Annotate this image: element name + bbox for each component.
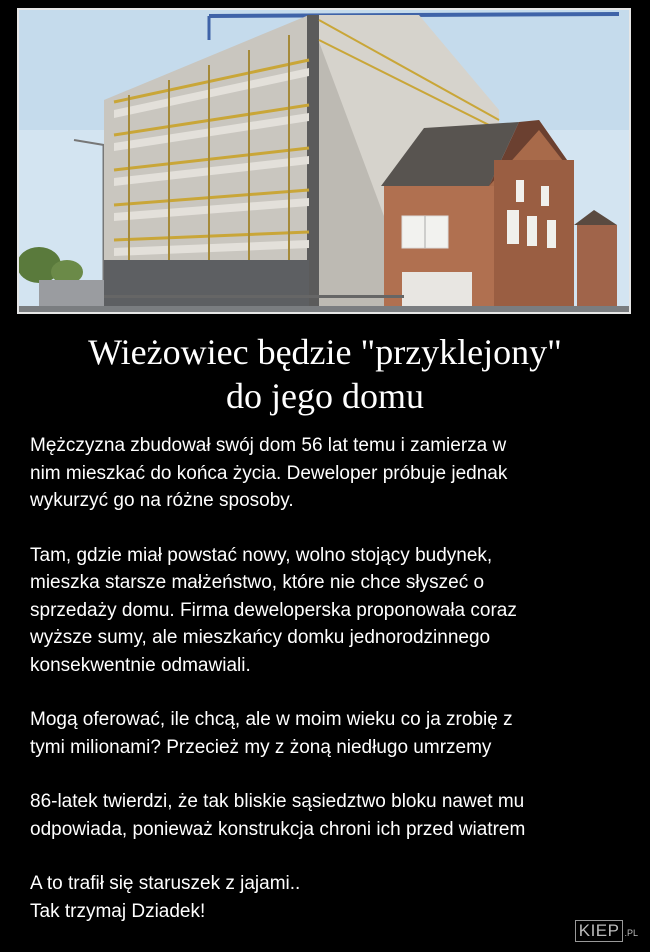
building-photo [17,8,631,314]
text-line: A to trafił się staruszek z jajami.. [30,873,301,894]
text-line: mieszka starsze małżeństwo, które nie chce słyszeć o [30,572,485,593]
text-line: tymi milionami? Przecież my z żoną niedługo umrzemy [30,736,492,758]
text-line: wyższe sumy, ale mieszkańcy domku jednorodzinnego [30,627,491,648]
text-line: odpowiada, ponieważ konstrukcja chroni ich przed wiatrem [30,818,526,840]
text-line: sprzedaży domu. Firma deweloperska proponowała coraz [30,599,517,621]
headline-line-1: Wieżowiec będzie "przyklejony" [88,332,562,372]
text-line: Mężczyzna zbudował swój dom 56 lat temu i zamierza w [30,435,507,456]
paragraph-1 [30,432,630,515]
text-line: konsekwentnie odmawiali. [30,654,251,676]
paragraph-4 [30,788,630,843]
text-line: wykurzyć go na różne sposoby. [30,490,294,511]
headline-line-2: do jego domu [226,376,424,416]
text-line: Tak trzymaj Dziadek! [30,900,206,922]
text-line: Mogą oferować, ile chcą, ale w moim wieku co ja zrobię z [30,709,513,730]
paragraph-2 [30,542,630,680]
paragraph-5 [30,870,630,925]
text-line: nim mieszkać do końca życia. Deweloper próbuje jednak [30,462,508,484]
paragraph-3 [30,706,630,761]
headline [0,330,650,418]
watermark-logo: KIEP [575,920,624,942]
article-body [30,432,630,952]
text-line: Tam, gdzie miał powstać nowy, wolno stojący budynek, [30,544,493,566]
text-line: 86-latek twierdzi, że tak bliskie sąsiedztwo bloku nawet mu [30,791,525,812]
watermark-suffix: .PL [624,928,638,938]
site-watermark [575,920,638,942]
building-photo-illustration [19,10,629,312]
